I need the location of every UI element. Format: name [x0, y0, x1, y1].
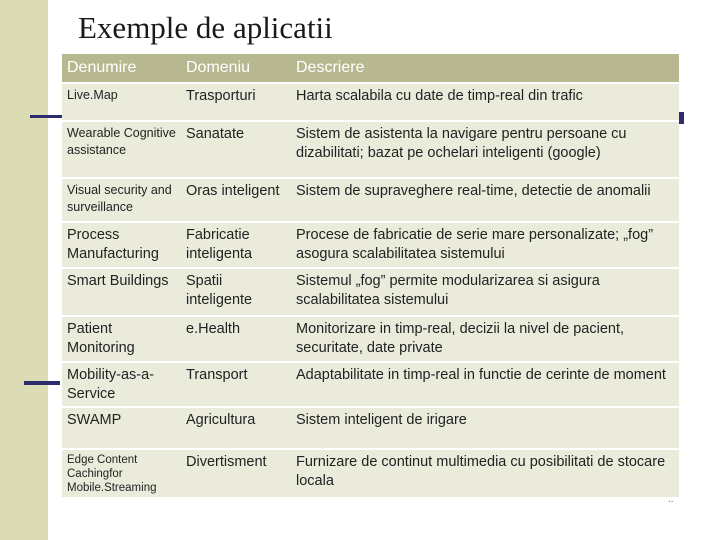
cell-name: Edge Content Cachingfor Mobile.Streaming — [62, 449, 181, 498]
cell-description: Sistemul „fog” permite modularizarea si asigura scalabilitatea sistemului — [291, 268, 679, 316]
table-row — [62, 449, 679, 498]
header-descriere: Descriere — [291, 54, 679, 83]
table-header-row — [62, 54, 679, 83]
slide-title: Exemple de aplicatii — [78, 10, 333, 45]
table-row — [62, 178, 679, 222]
cell-domain: Divertisment — [181, 449, 291, 498]
cell-name: SWAMP — [62, 407, 181, 449]
cell-description: Sistem inteligent de irigare — [291, 407, 679, 449]
table-row — [62, 222, 679, 268]
cell-name: Wearable Cognitive assistance — [62, 121, 181, 178]
page-mark: .. — [668, 494, 674, 505]
left-decorative-bar — [0, 0, 48, 540]
table-row — [62, 407, 679, 449]
header-domeniu: Domeniu — [181, 54, 291, 83]
applications-table — [62, 54, 679, 499]
header-denumire: Denumire — [62, 54, 181, 83]
cell-domain: Agricultura — [181, 407, 291, 449]
cell-name: Mobility-as-a-Service — [62, 362, 181, 407]
cell-name: Process Manufacturing — [62, 222, 181, 268]
cell-domain: e.Health — [181, 316, 291, 362]
cell-name: Smart Buildings — [62, 268, 181, 316]
cell-description: Adaptabilitate in timp-real in functie de cerinte de moment — [291, 362, 679, 407]
cell-domain: Transport — [181, 362, 291, 407]
applications-table-container — [62, 54, 679, 499]
cell-description: Procese de fabricatie de serie mare personalizate; „fog” asogura scalabilitatea sistemului — [291, 222, 679, 268]
table-row — [62, 83, 679, 121]
cell-name: Visual security and surveillance — [62, 178, 181, 222]
cell-description: Harta scalabila cu date de timp-real din trafic — [291, 83, 679, 121]
accent-line-bottom — [24, 381, 60, 385]
cell-description: Monitorizare in timp-real, decizii la nivel de pacient, securitate, date private — [291, 316, 679, 362]
table-row — [62, 316, 679, 362]
cell-domain: Trasporturi — [181, 83, 291, 121]
accent-line-top — [30, 115, 64, 118]
cell-name: Live.Map — [62, 83, 181, 121]
cell-description: Sistem de supraveghere real-time, detectie de anomalii — [291, 178, 679, 222]
table-row — [62, 362, 679, 407]
cell-description: Furnizare de continut multimedia cu posibilitati de stocare locala — [291, 449, 679, 498]
cell-domain: Sanatate — [181, 121, 291, 178]
cell-description: Sistem de asistenta la navigare pentru persoane cu dizabilitati; bazat pe ochelari inteligenti (google) — [291, 121, 679, 178]
cell-domain: Oras inteligent — [181, 178, 291, 222]
table-row — [62, 121, 679, 178]
table-row — [62, 268, 679, 316]
cell-domain: Fabricatie inteligenta — [181, 222, 291, 268]
cell-name: Patient Monitoring — [62, 316, 181, 362]
cell-domain: Spatii inteligente — [181, 268, 291, 316]
